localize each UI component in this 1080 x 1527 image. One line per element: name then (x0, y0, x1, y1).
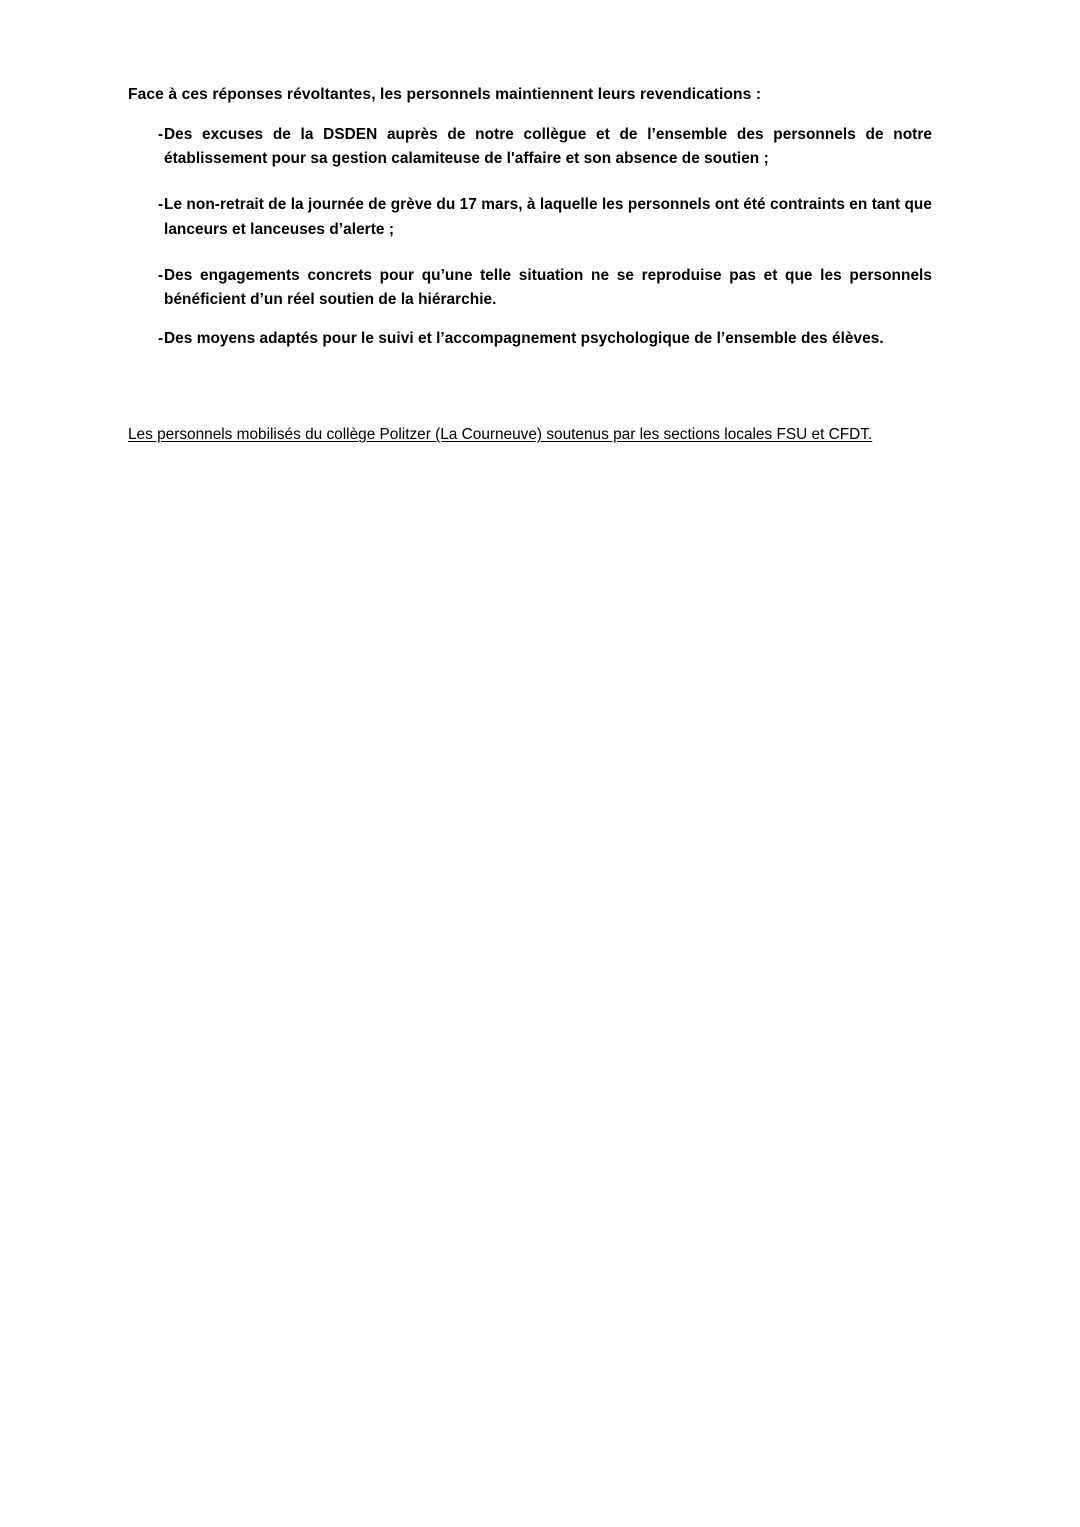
bullet-dash: - (158, 196, 164, 214)
signature-line: Les personnels mobilisés du collège Politzer (La Courneuve) soutenus par les sections locales FSU et CFDT. (128, 425, 873, 443)
demand-text: Des engagements concrets pour qu’une telle situation ne se reproduise pas et que les personnels bénéficient d’un réel soutien de la hiérarchie. (164, 266, 932, 309)
list-item (128, 264, 962, 313)
demand-text: Des moyens adaptés pour le suivi et l’accompagnement psychologique de l’ensemble des élèves. (164, 329, 884, 347)
demand-text: Le non-retrait de la journée de grève du 17 mars, à laquelle les personnels ont été contraints en tant que lanceurs et lanceuses d’alerte ; (164, 196, 932, 238)
demands-list (128, 123, 962, 351)
intro-paragraph: Face à ces réponses révoltantes, les personnels maintiennent leurs revendications : (128, 86, 762, 103)
list-item (128, 327, 962, 351)
list-item (128, 193, 962, 242)
bullet-dash: - (158, 125, 164, 143)
list-item (128, 123, 962, 172)
bullet-dash: - (158, 266, 164, 284)
bullet-dash: - (158, 329, 164, 347)
demand-text: Des excuses de la DSDEN auprès de notre collègue et de l’ensemble des personnels de notre établissement pour sa gestion calamiteuse de l'affaire et son absence de soutien ; (164, 125, 932, 167)
